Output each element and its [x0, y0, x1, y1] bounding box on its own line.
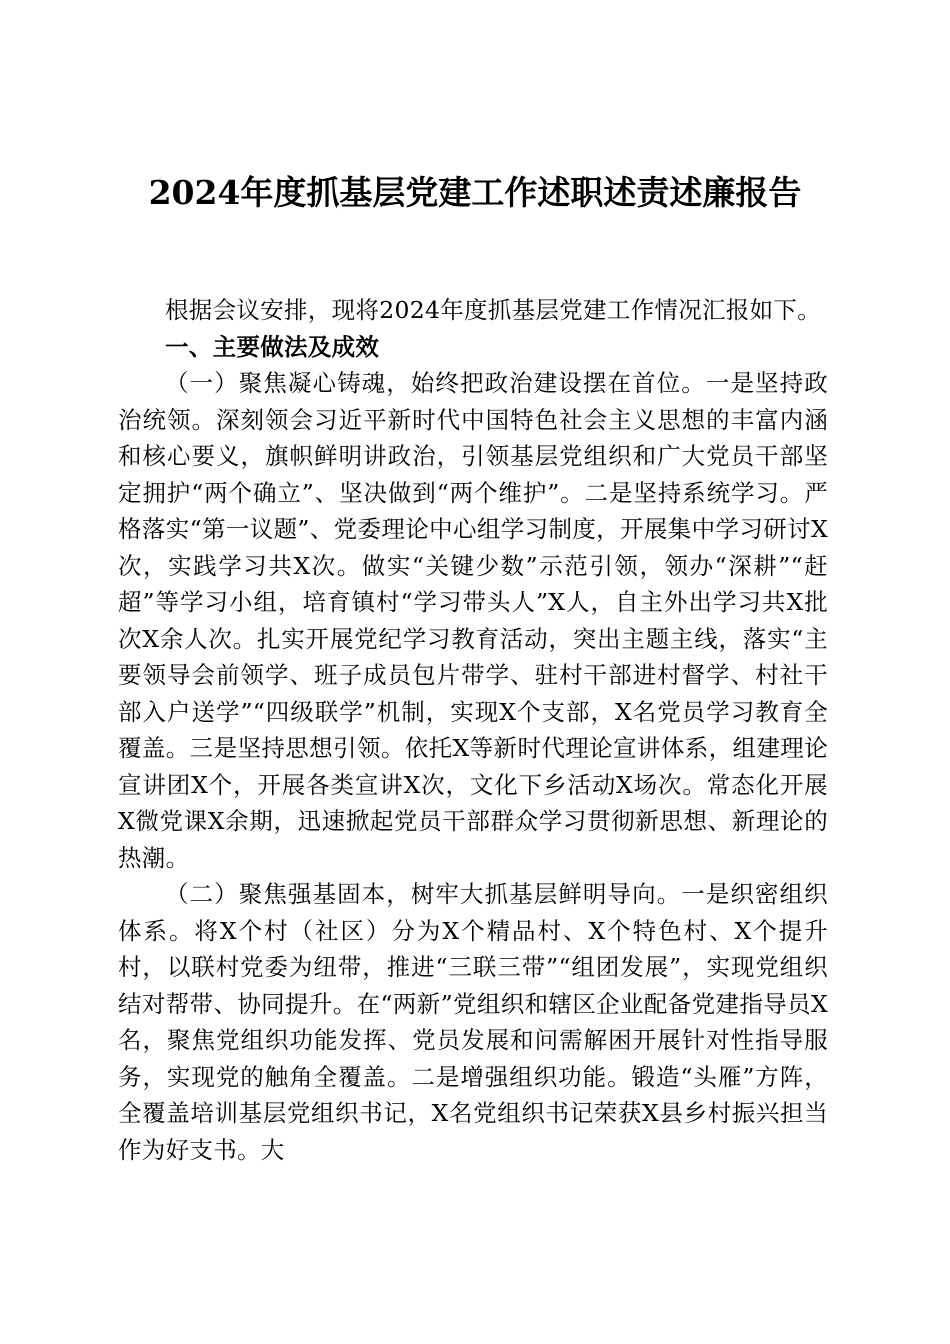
paragraph-1 — [118, 365, 828, 876]
intro-paragraph: 根据会议安排，现将2024年度抓基层党建工作情况汇报如下。 — [165, 296, 822, 324]
paragraph-2-body: 一是织密组织体系。将X个村（社区）分为X个精品村、X个特色村、X个提升村，以联村党委为纽带，推进“三联三带”“组团发展”，实现党组织结对帮带、协同提升。在“两新”党组织和辖区企业配备党建指导员X名，聚焦党组织功能发挥、党员发展和问需解困开展针对性指导服务，实现党的触角全覆盖。二是增强组织功能。锻造“头雁”方阵，全覆盖培训基层党组织书记，X名党组织书记荣获X县乡村振兴担当作为好支书。大 — [118, 880, 828, 1164]
section-heading: 一、主要做法及成效 — [165, 332, 380, 361]
paragraph-2-lead: （二）聚焦强基固本，树牢大抓基层鲜明导向。 — [165, 880, 682, 908]
document-title: 2024年度抓基层党建工作述职述责述廉报告 — [148, 173, 802, 212]
paragraph-2 — [118, 876, 828, 1168]
document-body — [118, 292, 828, 1168]
paragraph-1-body: 一是坚持政治统领。深刻领会习近平新时代中国特色社会主义思想的丰富内涵和核心要义，旗帜鲜明讲政治，引领基层党组织和广大党员干部坚定拥护“两个确立”、坚决做到“两个维护”。二是坚持系统学习。严格落实“第一议题”、党委理论中心组学习制度，开展集中学习研讨X次，实践学习共X次。做实“关键少数”示范引领，领办“深耕”“赶超”等学习小组，培育镇村“学习带头人”X人，自主外出学习共X批次X余人次。扎实开展党纪学习教育活动，突出主题主线，落实“主要领导会前领学、班子成员包片带学、驻村干部进村督学、村社干部入户送学”“四级联学”机制，实现X个支部，X名党员学习教育全覆盖。三是坚持思想引领。依托X等新时代理论宣讲体系，组建理论宣讲团X个，开展各类宣讲X次，文化下乡活动X场次。常态化开展X微党课X余期，迅速掀起党员干部群众学习贯彻新思想、新理论的热潮。 — [118, 369, 828, 872]
paragraph-1-lead: （一）聚焦凝心铸魂，始终把政治建设摆在首位。 — [165, 369, 706, 397]
